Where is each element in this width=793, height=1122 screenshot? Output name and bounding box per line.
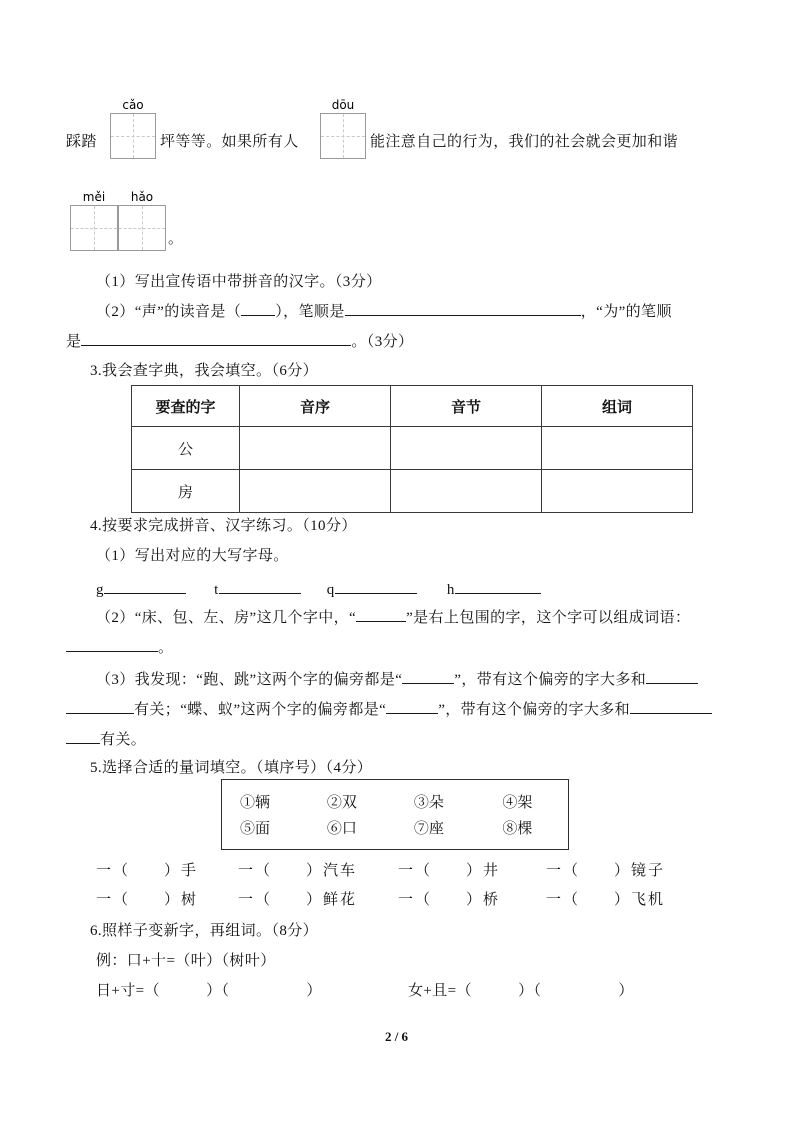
q4-related-blank-2a[interactable] <box>630 698 712 714</box>
table-cell-char: 房 <box>132 470 240 513</box>
top-sentence-segment-4: 。 <box>168 231 184 247</box>
q4-related-blank-2b[interactable] <box>66 728 100 744</box>
table-cell-yinxu[interactable] <box>240 427 391 470</box>
table-header-cell: 音序 <box>240 386 391 427</box>
q3-title: 3.我会查字典，我会填空。（6分） <box>90 363 319 379</box>
q6-example: 例：口+十=（叶）（树叶） <box>96 953 276 969</box>
q4-sub3-part2: ”，带有这个偏旁的字大多和 <box>454 672 647 688</box>
q4-sub2-line1 <box>96 606 690 628</box>
table-cell-yinjie[interactable] <box>391 427 542 470</box>
q4-enclosing-char-blank[interactable] <box>356 606 406 622</box>
letter-g: g <box>96 582 104 598</box>
q5-title: 5.选择合适的量词填空。（填序号）（4分） <box>90 760 373 776</box>
q4-sub1: （1）写出对应的大写字母。 <box>96 548 289 564</box>
q4-sub2-part3: 。 <box>158 640 174 656</box>
measure-word-row-2 <box>222 814 568 840</box>
q4-related-blank-1a[interactable] <box>646 668 698 684</box>
page-number: 2 / 6 <box>384 1029 409 1044</box>
q5-answer-item[interactable]: 一（ ）汽车 <box>238 863 358 879</box>
table-cell-char: 公 <box>132 427 240 470</box>
q4-sub2-line2 <box>66 636 173 658</box>
tianzige-cell[interactable] <box>70 205 118 251</box>
q5-answer-item[interactable]: 一（ ）鲜花 <box>238 892 358 908</box>
pinyin-hao: hǎo <box>130 190 154 204</box>
table-header-cell: 要查的字 <box>132 386 240 427</box>
letter-t: t <box>214 582 219 598</box>
q2-sub2-part1: （2）“声”的读音是（ <box>96 304 242 320</box>
tianzige-cell[interactable] <box>320 113 366 159</box>
q2-sub2-line1 <box>96 300 672 322</box>
q2-sub2-part3: ，“为”的笔顺 <box>580 304 672 320</box>
measure-word-row-1 <box>222 788 568 814</box>
q6-title: 6.照样子变新字，再组词。（8分） <box>90 923 319 939</box>
q5-answer-item[interactable]: 一（ ）飞机 <box>546 892 666 908</box>
q4-sub3-part3: 有关；“蝶、蚁”这两个字的偏旁都是“ <box>134 702 387 718</box>
letter-blank-t[interactable] <box>219 578 301 594</box>
q4-sub3-line1 <box>96 668 698 690</box>
q2-sub2-line2 <box>66 330 413 352</box>
dictionary-table <box>131 385 693 513</box>
q6-item-right[interactable]: 女+且=（ ）（ ） <box>408 983 634 999</box>
pinyin-cao: cǎo <box>122 98 144 112</box>
q2-sub2-part5: 。（3分） <box>351 334 414 350</box>
q4-radical-blank-1[interactable] <box>402 668 454 684</box>
measure-word-option-5[interactable]: ⑤面 <box>240 820 271 837</box>
q5-answer-item[interactable]: 一（ ）桥 <box>398 892 501 908</box>
q5-answers-row-1 <box>96 861 696 881</box>
q5-answer-item[interactable]: 一（ ）井 <box>398 863 501 879</box>
q4-sub3-line3 <box>66 728 146 750</box>
q4-sub3-part5: 有关。 <box>100 732 147 748</box>
tianzige-meihao <box>70 190 166 251</box>
q2-reading-blank[interactable] <box>241 300 275 316</box>
letter-blank-q[interactable] <box>335 578 417 594</box>
table-header-cell: 音节 <box>391 386 542 427</box>
q4-letter-blanks <box>96 578 541 600</box>
q4-sub3-part1: （3）我发现：“跑、跳”这两个字的偏旁都是“ <box>96 672 403 688</box>
top-sentence-segment-3: 能注意自己的行为，我们的社会就会更加和谐 <box>370 134 679 150</box>
table-row <box>132 470 693 513</box>
measure-word-option-8[interactable]: ⑧棵 <box>502 820 533 837</box>
q4-sub3-line2 <box>66 698 712 720</box>
q5-answer-item[interactable]: 一（ ）镜子 <box>546 863 666 879</box>
q2-strokeorder-blank-1[interactable] <box>345 300 581 316</box>
q6-item-left[interactable]: 日+寸=（ ）（ ） <box>96 983 322 999</box>
measure-word-option-6[interactable]: ⑥口 <box>326 820 357 837</box>
pinyin-mei: měi <box>82 190 106 204</box>
measure-word-option-2[interactable]: ②双 <box>326 794 357 811</box>
letter-q: q <box>326 582 335 598</box>
q4-related-blank-1b[interactable] <box>66 698 134 714</box>
q4-title: 4.按要求完成拼音、汉字练习。（10分） <box>90 518 357 534</box>
table-cell-zuci[interactable] <box>542 470 693 513</box>
q2-sub2-part2: ），笔顺是 <box>275 304 345 320</box>
table-cell-zuci[interactable] <box>542 427 693 470</box>
pinyin-dou: dōu <box>331 98 355 112</box>
table-header-cell: 组词 <box>542 386 693 427</box>
table-cell-yinxu[interactable] <box>240 470 391 513</box>
q4-sub2-part1: （2）“床、包、左、房”这几个字中，“ <box>96 610 357 626</box>
q5-answer-item[interactable]: 一（ ）树 <box>96 892 199 908</box>
tianzige-cell[interactable] <box>110 113 156 159</box>
q2-sub1: （1）写出宣传语中带拼音的汉字。（3分） <box>96 274 382 290</box>
q5-answers-row-2 <box>96 890 696 910</box>
table-cell-yinjie[interactable] <box>391 470 542 513</box>
q2-sub2-part4: 是 <box>66 334 82 350</box>
tianzige-cao <box>110 98 156 159</box>
measure-word-option-1[interactable]: ①辆 <box>240 794 271 811</box>
table-row <box>132 427 693 470</box>
q4-radical-blank-2[interactable] <box>386 698 438 714</box>
top-sentence-segment-2: 坪等等。如果所有人 <box>160 134 299 150</box>
letter-blank-g[interactable] <box>104 578 186 594</box>
letter-blank-h[interactable] <box>455 578 541 594</box>
table-header-row <box>132 386 693 427</box>
q4-word-blank[interactable] <box>66 636 158 652</box>
measure-word-options-box <box>221 779 569 850</box>
tianzige-dou <box>320 98 366 159</box>
tianzige-cell[interactable] <box>118 205 166 251</box>
letter-h: h <box>446 582 455 598</box>
measure-word-option-4[interactable]: ④架 <box>502 794 533 811</box>
q6-items <box>96 981 634 1001</box>
q4-sub3-part4: ”，带有这个偏旁的字大多和 <box>438 702 631 718</box>
top-sentence-segment-1: 踩踏 <box>66 134 97 150</box>
q4-sub2-part2: ”是右上包围的字，这个字可以组成词语： <box>406 610 691 626</box>
q2-strokeorder-blank-2[interactable] <box>81 330 351 346</box>
q5-answer-item[interactable]: 一（ ）手 <box>96 863 199 879</box>
measure-word-option-3[interactable]: ③朵 <box>413 794 444 811</box>
measure-word-option-7[interactable]: ⑦座 <box>413 820 444 837</box>
